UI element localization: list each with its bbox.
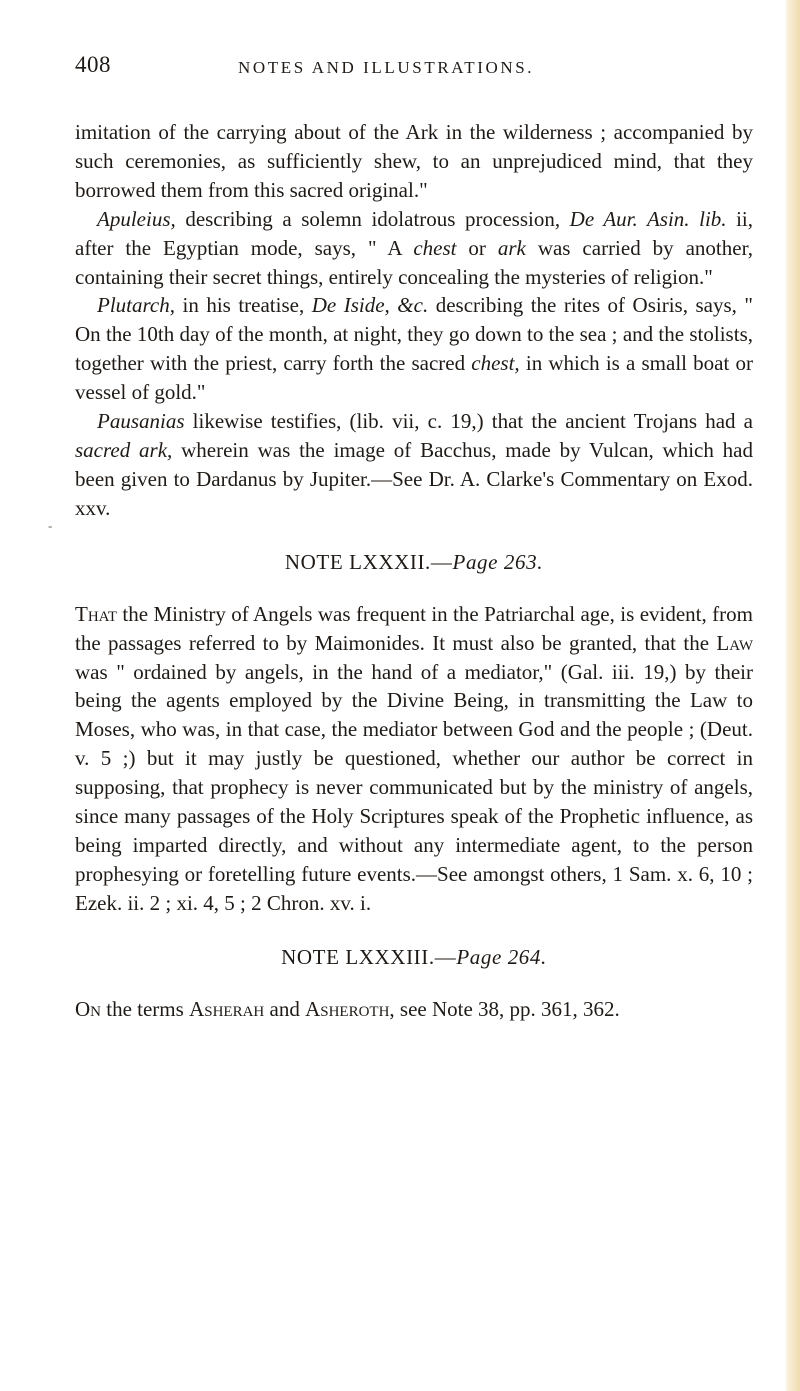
emphasis-chest: chest, bbox=[471, 351, 520, 376]
note-heading-lxxxii bbox=[75, 548, 753, 576]
note-heading-lxxxiii bbox=[75, 943, 753, 971]
emphasis-sacred-ark: sacred ark, bbox=[75, 437, 173, 462]
paragraph-text: describing the rites of Osiris, says, " On the 10th day of the month, at night, they go down to the sea ; and the stolists, together with the priest, carry forth the sacred bbox=[75, 293, 753, 376]
paragraph-text: in his treatise, bbox=[174, 293, 312, 318]
author-name: Plutarch, bbox=[97, 293, 175, 318]
paragraph-text: was " ordained by angels, in the hand of a mediator," (Gal. iii. 19,) by their being the agents employed by the Divine Being, in transmitting the Law to Moses, who was, in that case, the mediator between God and the people ; (Deut. v. 5 ;) but it may justly be questioned, whether our author be correct in supposing, that prophecy is never communicated but by the ministry of angels, since many passages of the Holy Scriptures speak of the Prophetic influence, as being imparted directly, and without any intermediate agent, to the person prophesying or foretelling future events.—See amongst others, 1 Sam. x. 6, 10 ; Ezek. ii. 2 ; xi. 4, 5 ; 2 Chron. xv. i. bbox=[75, 659, 753, 915]
work-title: De Aur. Asin. lib. bbox=[569, 206, 727, 231]
margin-mark: - bbox=[48, 518, 53, 533]
paragraph-text: imitation of the carrying about of the Ark in the wilderness ; accompanied by such ceremonies, as sufficiently shew, to an unprejudiced mind, that they borrowed them from this sacred original." bbox=[75, 120, 753, 202]
paragraph-text: wherein was the image of Bacchus, made by Vulcan, which had been given to Dardanus by Jupiter.—See Dr. A. Clarke's Commentary on Exod. xxv. bbox=[75, 437, 754, 520]
lead-word: That bbox=[75, 601, 117, 626]
paragraph-plutarch bbox=[75, 291, 753, 407]
term-asherah: Asherah bbox=[189, 996, 265, 1021]
emphasis-ark: ark bbox=[497, 235, 526, 260]
page bbox=[75, 52, 753, 1024]
paragraph-text: describing a solemn idolatrous procession, bbox=[175, 206, 570, 231]
emphasis-chest: chest bbox=[413, 235, 457, 260]
paragraph-apuleius bbox=[75, 205, 753, 292]
paragraph-text: the Ministry of Angels was frequent in the Patriarchal age, is evident, from the passages referred to by Maimonides. It must also be granted, that the bbox=[75, 601, 753, 655]
note-lxxxiii-body bbox=[75, 995, 753, 1024]
scan-edge bbox=[786, 0, 800, 1391]
paragraph-text: ii, after the Egyptian mode, says, " A bbox=[75, 206, 754, 260]
law-term: Law bbox=[716, 630, 753, 655]
paragraph-continuation bbox=[75, 118, 753, 205]
paragraph-text: likewise testifies, (lib. vii, c. 19,) that the ancient Trojans had a bbox=[184, 409, 753, 434]
page-number: 408 bbox=[75, 52, 111, 77]
paragraph-text: was carried by another, containing their secret things, entirely concealing the mysteries of religion." bbox=[75, 235, 753, 289]
paragraph-text: or bbox=[456, 235, 498, 260]
running-title: NOTES AND ILLUSTRATIONS. bbox=[238, 58, 535, 77]
author-name: Apuleius, bbox=[97, 206, 176, 231]
running-head bbox=[75, 52, 753, 92]
work-title: De Iside, &c. bbox=[311, 293, 429, 318]
paragraph-text: see Note 38, pp. 361, 362. bbox=[394, 996, 620, 1021]
author-name: Pausanias bbox=[97, 409, 185, 434]
body-text bbox=[75, 118, 753, 1024]
paragraph-pausanias bbox=[75, 407, 753, 523]
note-number: NOTE LXXXII.— bbox=[284, 549, 453, 574]
paragraph-text: in which is a small boat or vessel of gold." bbox=[75, 351, 753, 405]
note-page-ref: Page 264. bbox=[456, 944, 547, 969]
paragraph-text: and bbox=[264, 996, 306, 1021]
paragraph-text: the terms bbox=[101, 996, 190, 1021]
note-page-ref: Page 263. bbox=[452, 549, 544, 574]
note-number: NOTE LXXXIII.— bbox=[281, 944, 457, 969]
term-asheroth: Asheroth, bbox=[305, 996, 395, 1021]
lead-word: On bbox=[75, 996, 101, 1021]
note-lxxxii-body bbox=[75, 600, 753, 918]
